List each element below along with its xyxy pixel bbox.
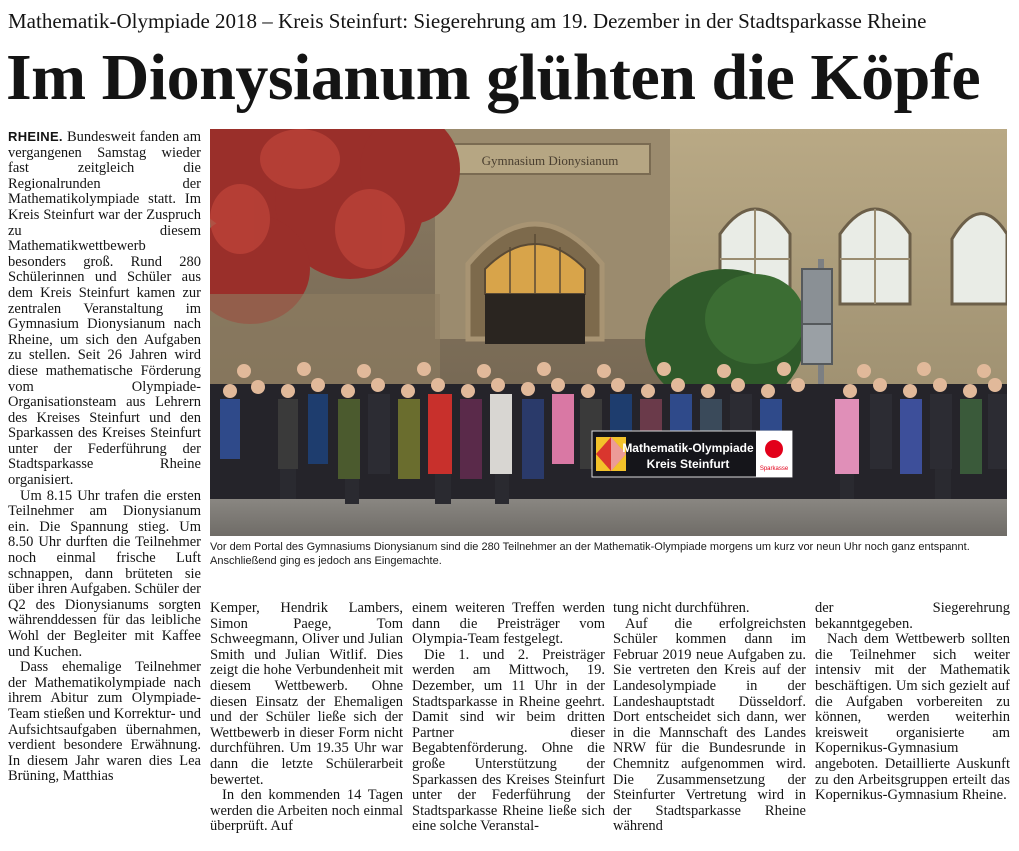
banner-line-2: Kreis Steinfurt	[646, 457, 730, 471]
article-paragraph-1	[8, 129, 201, 489]
article-paragraph-2: Um 8.15 Uhr trafen die ersten Teilnehmer am Dionysianum ein. Die Spannung stieg. Um 8.50 Uhr durften die Teilnehmer noch einmal frische Luft schnappen, dann brüteten sie über ihren Aufgaben. Schüler der Q2 des Dionysianums sorgten währenddessen für das leibliche Wohl der Begleiter mit Kaffee und Kuchen.	[8, 487, 201, 660]
group-photo	[210, 129, 1007, 536]
article-paragraph-4-start: In den kommenden 14 Tagen werden die Arbeiten noch einmal überprüft. Auf	[210, 787, 403, 835]
dateline: RHEINE.	[8, 129, 63, 144]
building-sign: Gymnasium Dionysianum	[481, 153, 619, 168]
banner-line-1: Mathematik-Olympiade	[622, 441, 754, 455]
article-paragraph-3-start: Dass ehemalige Teilnehmer der Mathematikolympiade nach ihrem Abitur zum Olympiade-Team stießen und Korrektur- und Aufsichtsaufgaben übernahmen, verdient besondere Erwähnung. In diesem Jahr waren dies Lea Brüning, Matthias	[8, 659, 201, 785]
article-column-1	[8, 129, 201, 845]
article-paragraph-6-end: der Siegerehrung bekanntgegeben.	[815, 600, 1010, 632]
article-column-4	[613, 601, 806, 845]
article-paragraph-6-start: Auf die erfolgreichsten Schüler kommen dann im Februar 2019 neue Aufgaben zu. Sie vertreten den Kreis auf der Landesolympiade in der Landeshauptstadt Düsseldorf. Dort entscheidet sich dann, wer in die Mannschaft des Landes NRW für die Bundesrunde in Chemnitz aufgenommen wird. Die Zusammensetzung der Steinfurter Vertretung wird in der Stadtsparkasse Rheine während	[613, 615, 806, 835]
headline: Im Dionysianum glühten die Köpfe	[6, 41, 981, 114]
article-column-5	[815, 601, 1010, 845]
article-paragraph-3-end: Kemper, Hendrik Lambers, Simon Paege, Tom Schweegmann, Oliver und Julian Smith und Julian Witlif. Dies zeigt die hohe Verbundenheit mit diesem Wettbewerb. Ohne diesen Einsatz der Ehemaligen und der Schüler ließe sich der Wettbewerb in dieser Form nicht durchführen. Um 19.35 Uhr war dann die letzte Schülerarbeit bewertet.	[210, 600, 403, 788]
article-paragraph-5-end: tung nicht durchführen.	[613, 600, 750, 616]
sparkasse-label: Sparkasse	[759, 466, 789, 472]
article-paragraph-7: Nach dem Wettbewerb sollten die Teilnehmer sich weiter intensiv mit der Mathematik beschäftigen. Um sich gezielt auf die Aufgaben vorbereiten zu können, werden weiterhin kreisweit organisierte am Kopernikus-Gymnasium angeboten. Detaillierte Auskunft zu den Arbeitsgruppen erteilt das Kopernikus-Gymnasium Rheine.	[815, 631, 1010, 804]
article-paragraph-5-start: Die 1. und 2. Preisträger werden am Mittwoch, 19. Dezember, um 11 Uhr in der Stadtsparkasse in Rheine geehrt. Damit sind wir beim dritten Partner dieser Begabtenförderung. Ohne die große Unterstützung der Sparkassen des Kreises Steinfurt unter der Federführung der Stadtsparkasse Rheine ließe sich eine solche Veranstal-	[412, 646, 605, 835]
photo-caption: Vor dem Portal des Gymnasiums Dionysianum sind die 280 Teilnehmer an der Mathematik-Olympiade morgens um kurz vor neun Uhr noch ganz entspannt. Anschließend ging es jedoch ans Eingemachte.	[210, 541, 970, 567]
paragraph-1-text: Bundesweit fanden am vergangenen Samstag wieder fast zeitgleich die Regionalrunden der Mathematikolympiade statt. Im Kreis Steinfurt war der Zuspruch zu diesem Mathematikwettbewerb besonders groß. Rund 280 Schülerinnen und Schüler aus dem Kreis Steinfurt kamen zur zentralen Veranstaltung im Gymnasium Dionysianum nach Rheine, um sich den Aufgaben zu stellen. Seit 26 Jahren wird diese mathematische Förderung vom Olympiade-Organisationsteam aus Lehrern des Kreises Steinfurt und den Sparkassen des Kreises Steinfurt unter der Federführung der Stadtsparkasse Rheine organisiert.	[8, 129, 201, 489]
olympiade-banner	[592, 431, 792, 477]
kicker-line: Mathematik-Olympiade 2018 – Kreis Steinfurt: Siegerehrung am 19. Dezember in der Stadtsparkasse Rheine	[8, 9, 927, 33]
article-paragraph-4-end: einem weiteren Treffen werden dann die Preisträger vom Olympia-Team festgelegt.	[412, 600, 605, 648]
article-column-2	[210, 601, 403, 845]
group-photo-illustration	[210, 129, 1007, 536]
article-column-3	[412, 601, 605, 845]
